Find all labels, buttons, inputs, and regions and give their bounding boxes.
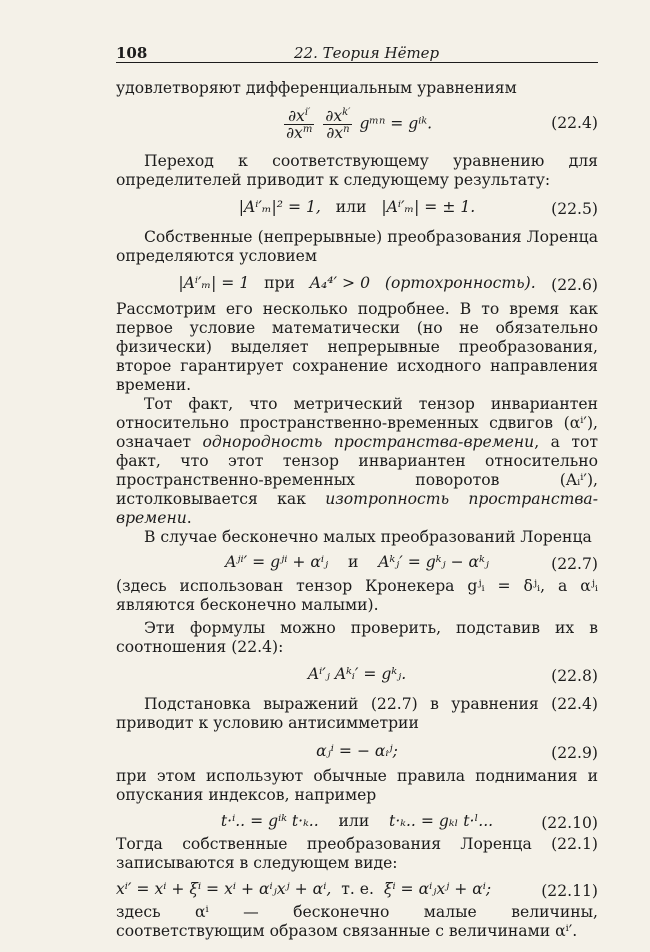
equation-22-10 — [116, 805, 598, 835]
page-header — [116, 38, 598, 63]
book-page — [116, 38, 599, 940]
equation-number: (22.10) — [541, 814, 598, 832]
equation-22-5 — [116, 190, 598, 222]
equation-rhs: gᵐⁿ = gⁱᵏ. — [359, 114, 433, 133]
paragraph: при этом используют обычные правила поднимания и опускания индексов, например — [116, 767, 598, 804]
paragraph — [116, 395, 598, 528]
paragraph: В случае бесконечно малых преобразований Лоренца — [144, 528, 592, 546]
equation-word: при — [264, 274, 295, 292]
equation-word: или — [335, 198, 367, 216]
equation-number: (22.7) — [551, 555, 598, 573]
equation-part: |Aⁱ′ₘ| = ± 1. — [381, 198, 476, 216]
equation-word: или — [338, 812, 370, 830]
fraction: $\frac{\partial x^{k'}}{\partial x^n}$ — [325, 106, 351, 142]
paragraph: удовлетворяют дифференциальным уравнениям — [116, 79, 517, 97]
equation-part: ξⁱ = αⁱⱼxʲ + αⁱ; — [383, 880, 492, 898]
fraction: $\frac{\partial x^{i'}}{\partial x^m}$ — [285, 106, 313, 142]
equation-number: (22.11) — [541, 882, 598, 900]
equation-number: (22.9) — [551, 744, 598, 762]
equation-22-8 — [116, 657, 598, 689]
equation-part: Aᵏⱼ′ = gᵏⱼ − αᵏⱼ — [378, 553, 489, 571]
paragraph: Собственные (непрерывные) преобразования Лоренца определяются условием — [116, 228, 598, 265]
paragraph: Рассмотрим его несколько подробнее. В то время как первое условие математически (но не обязательно физически) выделяет непрерывные преобразования, второе гарантирует сохранение исходного направления времени. — [116, 300, 598, 394]
equation-part: A₄⁴′ > 0 — [309, 274, 370, 292]
equation-part: t·ⁱ.. = gⁱᵏ t·ₖ.. — [220, 812, 319, 830]
equation-22-4 — [116, 98, 598, 142]
text-run: , а тот факт, что этот тензор инвариантен относительно пространственно-временных поворотов (Aᵢⁱ′), истолковывается как — [116, 433, 599, 508]
text-run: . — [186, 509, 192, 527]
equation-22-6 — [116, 266, 598, 300]
paragraph: Переход к соответствующему уравнению для определителей приводит к следующему результату: — [116, 152, 598, 189]
equation-part: |Aⁱ′ₘ| = 1 — [178, 274, 250, 292]
equation-22-9 — [116, 733, 598, 767]
equation-word: и — [347, 553, 359, 571]
chapter-title: 22. Теория Нётер — [294, 44, 440, 62]
equation-part: |Aⁱ′ₘ|² = 1, — [238, 198, 321, 216]
equation-number: (22.6) — [551, 276, 598, 294]
italic-term: однородность пространства-времени — [202, 433, 535, 451]
paragraph: здесь αⁱ — бесконечно малые величины, соответствующим образом связанные с величинами αⁱ′. — [116, 903, 598, 940]
paragraph: (здесь использован тензор Кронекера gʲᵢ = δʲᵢ, а αʲᵢ являются бесконечно малыми). — [116, 577, 598, 614]
equation-part: Aʲⁱ′ = gʲⁱ + αⁱⱼ — [225, 553, 329, 571]
italic-term: изотропность пространства-времени — [116, 490, 598, 527]
equation-number: (22.8) — [551, 667, 598, 685]
equation-22-7 — [116, 547, 598, 577]
text-run: Тот факт, что метрический тензор инвариантен относительно пространственно-временных сдвигов (αⁱ′), означает — [116, 395, 598, 451]
paragraph: Подстановка выражений (22.7) в уравнения (22.4) приводит к условию антисимметрии — [116, 695, 598, 732]
equation-expression: Aⁱ′ⱼ Aᵏᵢ′ = gᵏⱼ. — [307, 665, 407, 683]
equation-note: (ортохронность). — [384, 274, 536, 292]
equation-number: (22.4) — [551, 114, 598, 132]
equation-word: т. е. — [341, 880, 374, 898]
equation-number: (22.5) — [551, 200, 598, 218]
equation-expression: αⱼⁱ = − αᵢʲ; — [316, 742, 398, 760]
equation-part: xⁱ′ = xⁱ + ξⁱ = xⁱ + αⁱⱼxʲ + αⁱ, — [116, 880, 332, 898]
paragraph: Эти формулы можно проверить, подставив их в соотношения (22.4): — [116, 619, 598, 656]
paragraph: Тогда собственные преобразования Лоренца (22.1) записываются в следующем виде: — [116, 835, 598, 872]
page-number: 108 — [116, 44, 148, 62]
equation-part: t·ₖ.. = gₖₗ t·ˡ... — [389, 812, 494, 830]
equation-22-11 — [116, 873, 598, 903]
